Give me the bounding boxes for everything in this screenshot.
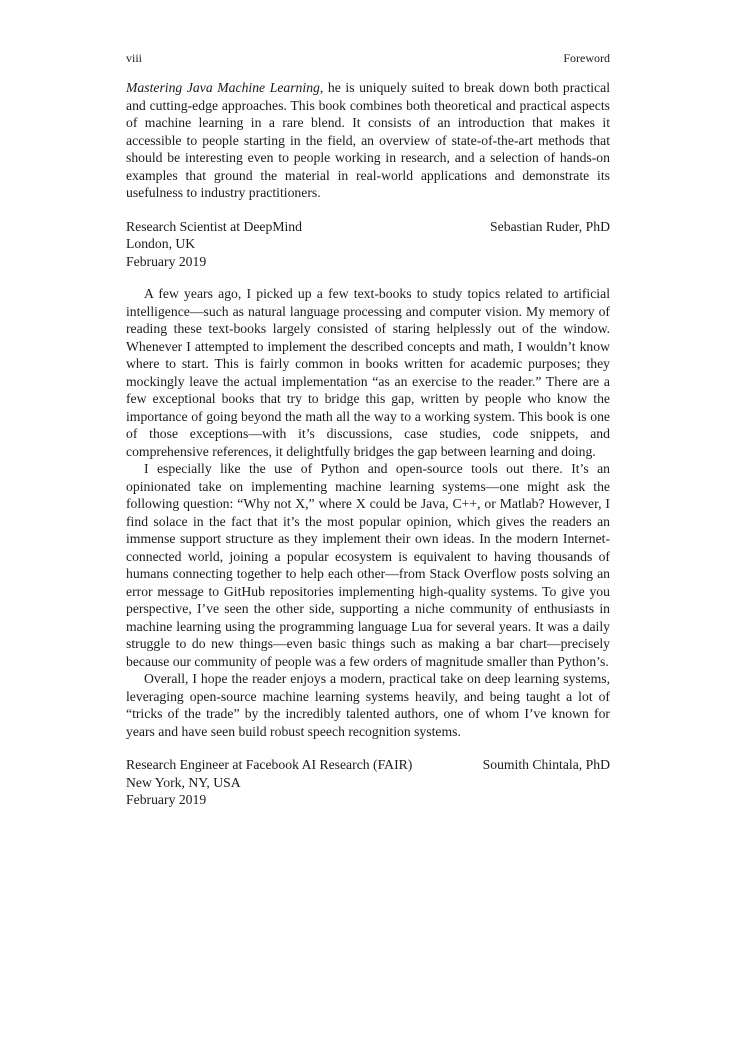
- page-number: viii: [126, 51, 143, 65]
- signature-location: London, UK: [126, 236, 196, 251]
- foreword-1-paragraph: [126, 79, 610, 202]
- signature-role: Research Scientist at DeepMind: [126, 218, 302, 234]
- foreword-2-body: [126, 285, 610, 740]
- signature-location: New York, NY, USA: [126, 774, 241, 790]
- foreword-2-paragraph: Overall, I hope the reader enjoys a modern, practical take on deep learning systems, leveraging open-source machine learning systems heavily, and being taught a lot of “tricks of the trade” by the incredibly talented authors, one of whom I’ve known for years and have seen build robust speech recognition systems.: [126, 671, 610, 739]
- book-page: [126, 50, 610, 809]
- book-title: Mastering Java Machine Learning: [126, 80, 320, 95]
- foreword-1-paragraph-text: , he is uniquely suited to break down both practical and cutting-edge approaches. This book combines both theoretical and practical aspects of machine learning in a rare blend. It consists of an introduction that makes it accessible to people starting in the field, an overview of state-of-the-art methods that should be interesting even to people working in research, and a selection of hands-on examples that ground the material in real-world applications and demonstrate its usefulness to industry practitioners.: [126, 80, 611, 200]
- signature-date: February 2019: [126, 792, 207, 807]
- signature-block-ruder: [126, 218, 610, 271]
- running-header: [126, 50, 610, 66]
- signature-role: Research Engineer at Facebook AI Research (FAIR): [126, 757, 413, 772]
- signature-block-chintala: [126, 756, 610, 809]
- foreword-2-paragraph: I especially like the use of Python and open-source tools out there. It’s an opinionated take on implementing machine learning systems—one might ask the following question: “Why not X,” where X could be Java, C++, or Matlab? However, I find solace in the fact that it’s the most popular opinion, which gives the readers an immense support structure as they implement their own ideas. In the modern Internet-connected world, joining a popular ecosystem is equivalent to having thousands of humans connecting together to help each other—from Stack Overflow posts solving an error message to GitHub repositories implementing high-quality systems. To give you perspective, I’ve seen the other side, supporting a niche community of enthusiasts in machine learning using the programming language Lua for several years. It was a daily struggle to do new things—even basic things such as making a bar chart—precisely because our community of people was a few orders of magnitude smaller than Python’s.: [126, 461, 610, 669]
- signature-date: February 2019: [126, 253, 207, 269]
- signature-name: Soumith Chintala, PhD: [482, 757, 610, 772]
- section-title: Foreword: [563, 51, 610, 65]
- signature-name: Sebastian Ruder, PhD: [490, 218, 610, 234]
- foreword-2-paragraph: A few years ago, I picked up a few text-books to study topics related to artificial intelligence—such as natural language processing and computer vision. My memory of reading these text-books largely consisted of staring helplessly out of the window. Whenever I attempted to implement the described concepts and math, I wouldn’t know where to start. This is fairly common in books written for academic purposes; they mockingly leave the actual implementation “as an exercise to the reader.” There are a few exceptional books that try to bridge this gap, written by people who know the importance of going beyond the math all the way to a working system. This book is one of those exceptions—with it’s discussions, case studies, code snippets, and comprehensive references, it delightfully bridges the gap between learning and doing.: [126, 286, 610, 459]
